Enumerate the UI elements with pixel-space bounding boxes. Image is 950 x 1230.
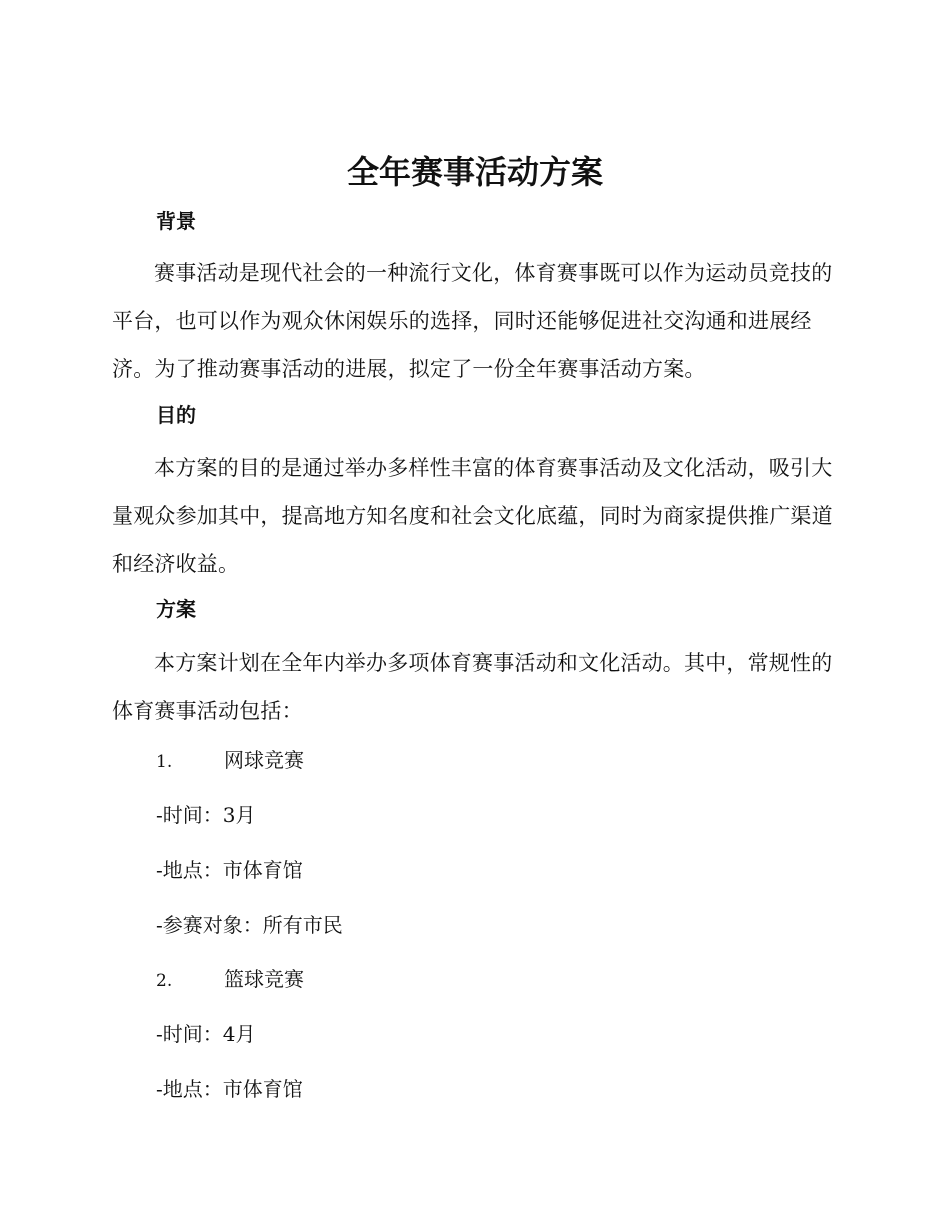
event-time: -时间：3月: [156, 803, 256, 827]
section-heading-background: 背景: [156, 209, 196, 233]
event-number: 1.: [156, 752, 173, 772]
event-place: -地点：市体育馆: [156, 1077, 303, 1101]
document-title: 全年赛事活动方案: [346, 153, 603, 191]
section-heading-purpose: 目的: [156, 403, 196, 427]
event-name: 篮球竞赛: [224, 967, 304, 991]
event-item-title: [156, 747, 304, 775]
event-time: -时间：4月: [156, 1022, 256, 1046]
section-body-purpose: 本方案的目的是通过举办多样性丰富的体育赛事活动及文化活动，吸引大量观众参加其中，提高地方知名度和社会文化底蕴，同时为商家提供推广渠道和经济收益。: [112, 456, 833, 576]
event-place: -地点：市体育馆: [156, 858, 303, 882]
event-item-title: [156, 966, 304, 994]
event-name: 网球竞赛: [224, 748, 304, 772]
section-body-background: 赛事活动是现代社会的一种流行文化，体育赛事既可以作为运动员竞技的平台，也可以作为观众休闲娱乐的选择，同时还能够促进社交沟通和进展经济。为了推动赛事活动的进展，拟定了一份全年赛事活动方案。: [112, 261, 833, 381]
section-body-plan: 本方案计划在全年内举办多项体育赛事活动和文化活动。其中，常规性的体育赛事活动包括：: [112, 651, 833, 723]
event-number: 2.: [156, 971, 173, 991]
section-heading-plan: 方案: [156, 597, 196, 621]
event-participants: -参赛对象：所有市民: [156, 913, 343, 937]
